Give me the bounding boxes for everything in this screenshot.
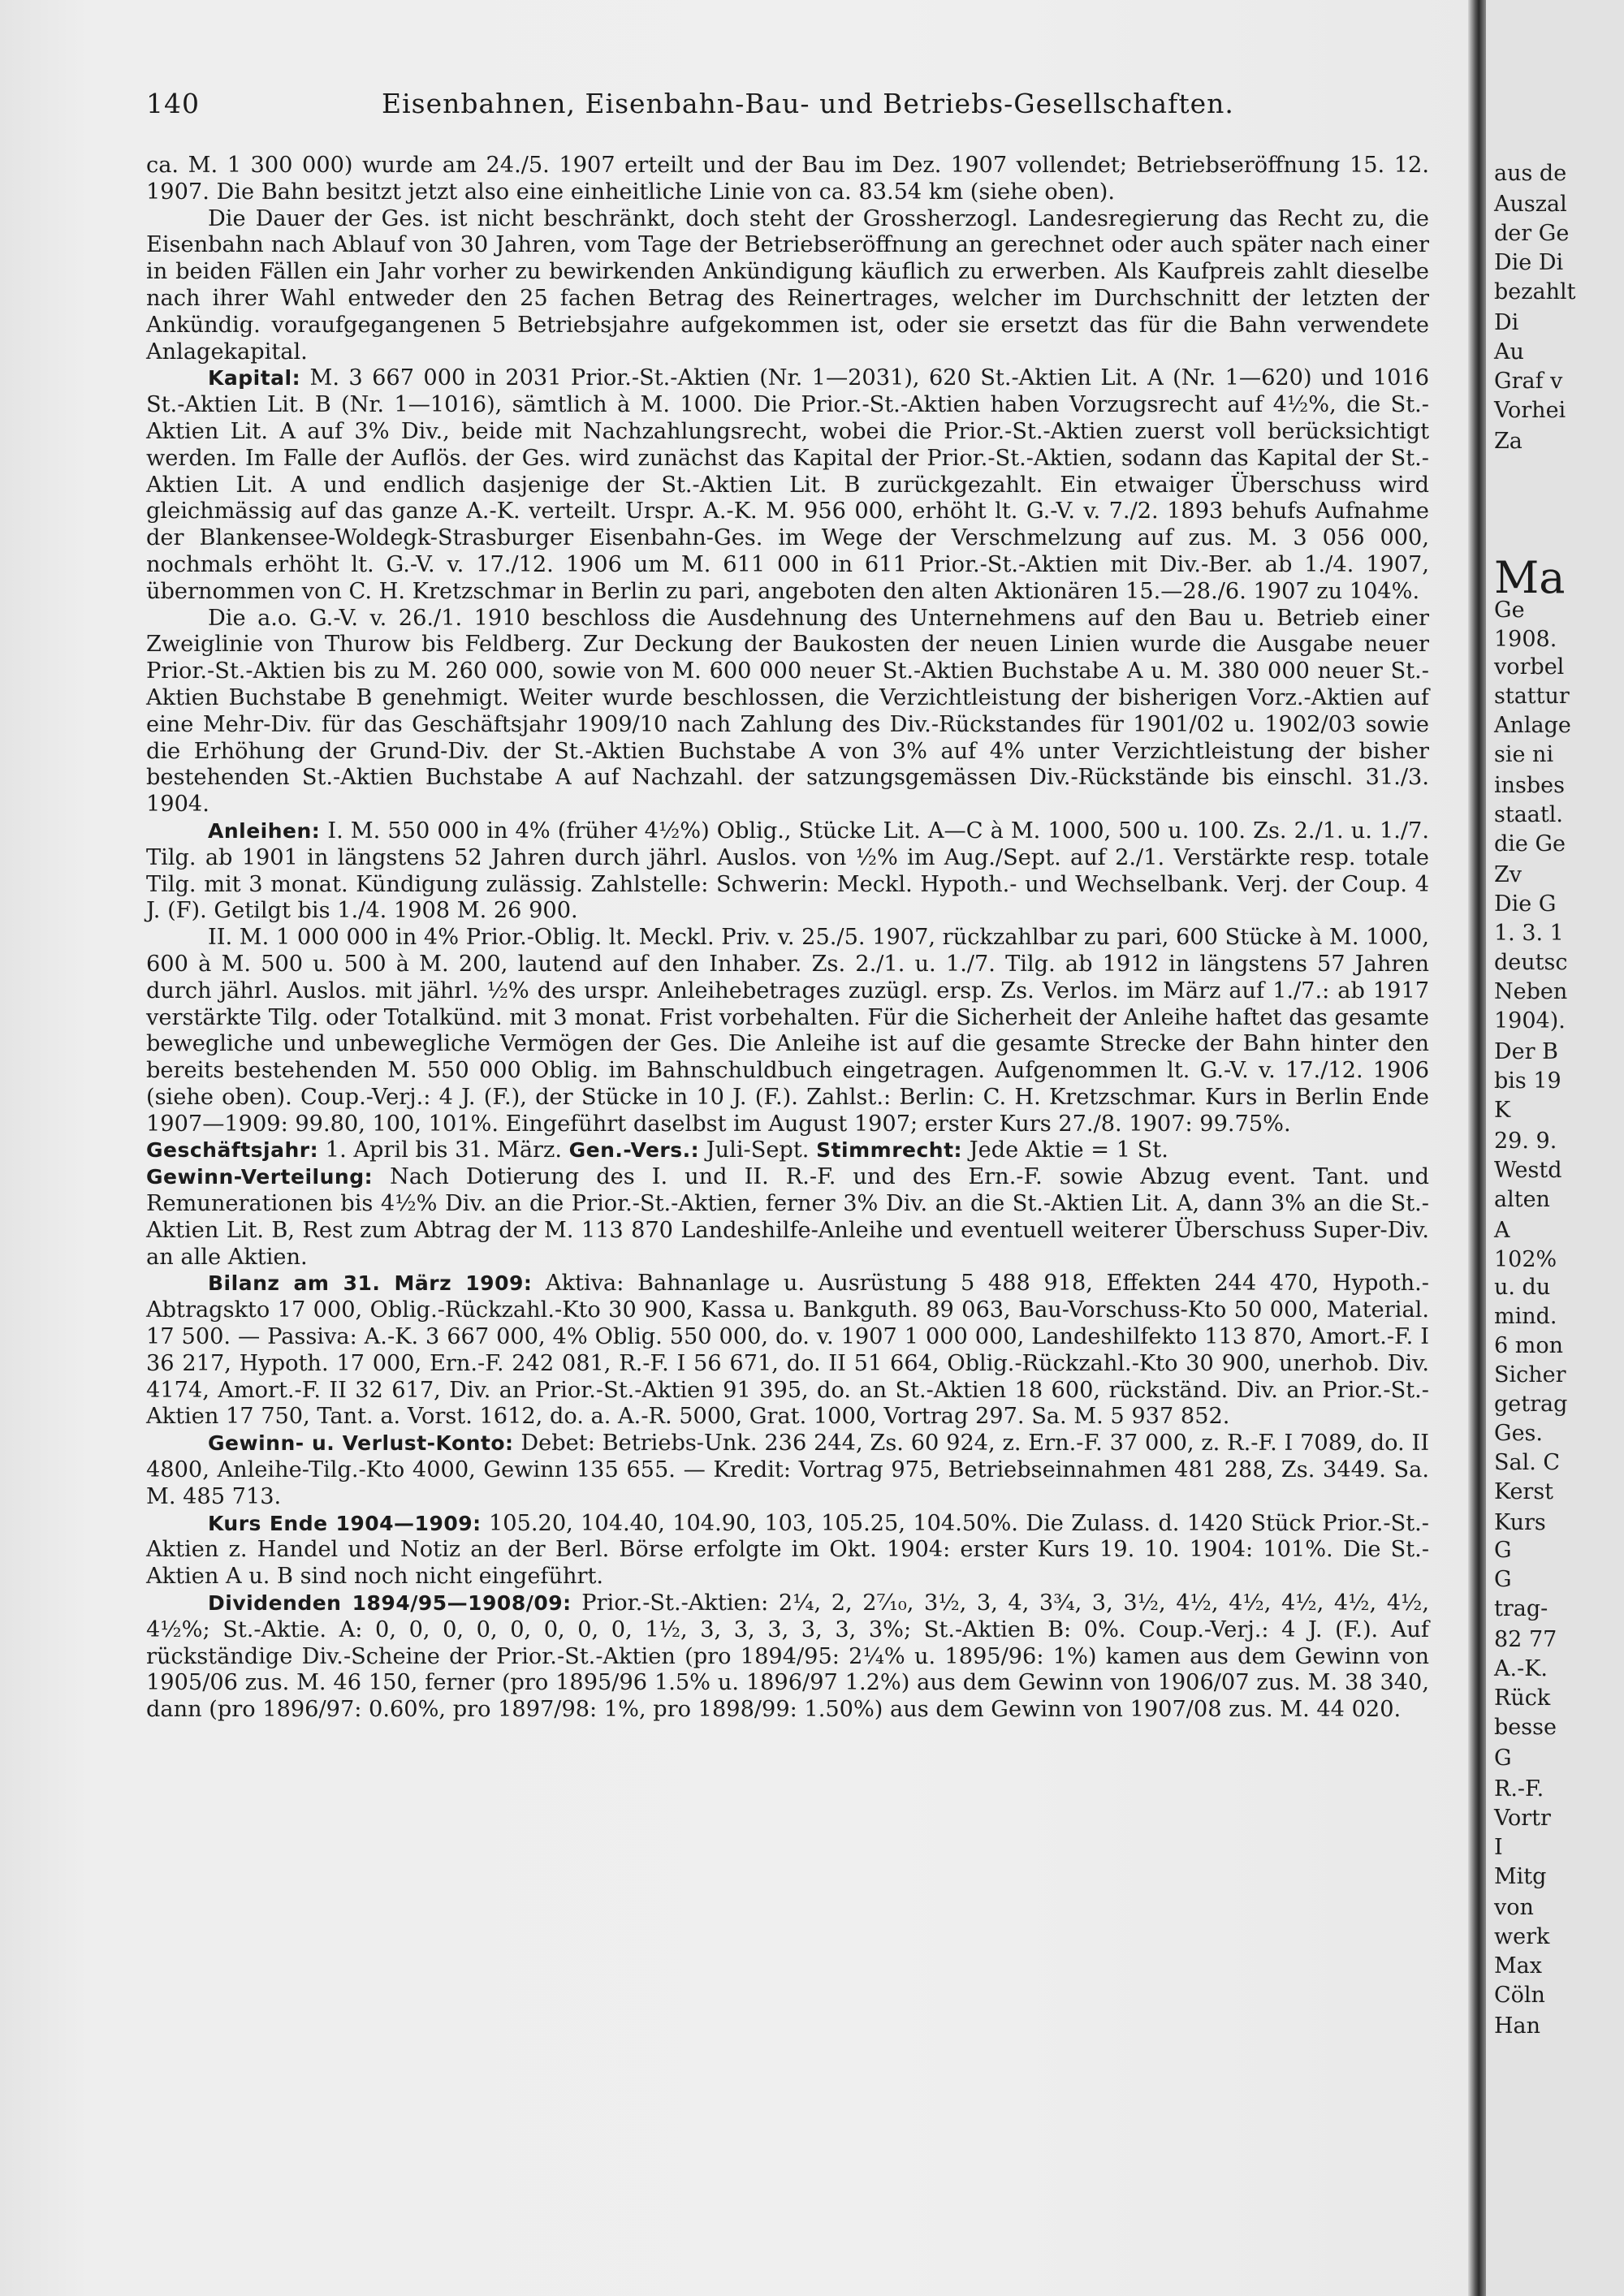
fragment-line: 29. 9. xyxy=(1494,1129,1557,1154)
fragment-line: die Ge xyxy=(1494,831,1566,857)
fragment-line: bezahlt xyxy=(1494,279,1576,304)
paragraph xyxy=(146,365,1429,605)
fragment-line: Ge xyxy=(1494,598,1525,623)
fragment-line: insbes xyxy=(1494,773,1565,798)
fragment-line: Auszal xyxy=(1494,192,1567,217)
fragment-line: trag- xyxy=(1494,1596,1548,1621)
paragraph xyxy=(146,606,1429,818)
section-heading: Gewinn- u. Verlust-Konto: xyxy=(208,1431,514,1456)
fragment-line: A xyxy=(1494,1218,1510,1243)
fragment-line: vorbel xyxy=(1494,654,1565,680)
fragment-line: deutsc xyxy=(1494,950,1568,975)
fragment-line: Sal. C xyxy=(1494,1450,1561,1475)
paragraph xyxy=(146,1137,1429,1164)
running-title: Eisenbahnen, Eisenbahn-Bau- und Betriebs-Gesellschaften. xyxy=(382,88,1234,119)
fragment-line: Vortr xyxy=(1494,1806,1551,1831)
fragment-line: Sicher xyxy=(1494,1362,1566,1388)
fragment-line: Cöln xyxy=(1494,1983,1545,2008)
fragment-line: mind. xyxy=(1494,1304,1557,1329)
fragment-line: 1904). xyxy=(1494,1008,1566,1034)
section-heading: Kapital: xyxy=(208,366,301,391)
paragraph-text: Die a.o. G.-V. v. 26./1. 1910 beschloss die Ausdehnung des Unternehmens auf den Bau u. Betrieb einer Zweiglinie von Thurow bis Feldberg. Zur Deckung der Baukosten der neuen Linien wurde die Ausgabe neuer Prior.-St.-Aktien bis zu M. 260 000, sowie von M. 600 000 neuer St.-Aktien Buchstabe A u. M. 380 000 neuer St.-Aktien Buchstabe B genehmigt. Weiter wurde beschlossen, die Verzichtleistung der bisherigen Vorz.-Aktien auf eine Mehr-Div. für das Geschäftsjahr 1909/10 nach Zahlung des Div.-Rückstandes für 1901/02 u. 1902/03 sowie die Erhöhung der Grund-Div. der St.-Aktien Buchstabe A von 3% auf 4% unter Verzichtleistung der bisher bestehenden St.-Aktien Buchstabe A auf Nachzahl. der satzungsgemässen Div.-Rückstände bis einschl. 31./3. 1904. xyxy=(146,605,1429,818)
fragment-line: von xyxy=(1494,1895,1534,1920)
fragment-line: G xyxy=(1494,1746,1512,1771)
fragment-line: aus de xyxy=(1494,161,1567,186)
paragraph xyxy=(146,1271,1429,1431)
paragraph-text: 105.20, 104.40, 104.90, 103, 105.25, 104.50%. Die Zulass. d. 1420 Stück Prior.-St.-Aktien z. Handel und Notiz an der Berl. Börse erfolgte im Okt. 1904: erster Kurs 19. 10. 1904: 101%. Die St.-Aktien A u. B sind noch nicht eingeführt. xyxy=(146,1510,1429,1590)
section-heading: Dividenden 1894/95—1908/09: xyxy=(208,1591,572,1616)
fragment-line: stattur xyxy=(1494,684,1570,709)
fragment-line: Neben xyxy=(1494,979,1568,1004)
adjacent-page-fragment xyxy=(1486,0,1624,2296)
fragment-line: Zv xyxy=(1494,862,1522,887)
fragment-line: der Ge xyxy=(1494,221,1570,246)
paragraph xyxy=(146,1164,1429,1271)
paragraph-text: ca. M. 1 300 000) wurde am 24./5. 1907 erteilt und der Bau im Dez. 1907 vollendet; Betriebseröffnung 15. 12. 1907. Die Bahn besitzt jetzt also eine einheitliche Linie von ca. 83.54 km (siehe oben). xyxy=(146,153,1429,205)
paragraph-text: Debet: Betriebs-Unk. 236 244, Zs. 60 924, z. Ern.-F. 37 000, z. R.-F. I 7089, do. II 4800, Anleihe-Tilg.-Kto 4000, Gewinn 135 655. — Kredit: Vortrag 975, Betriebseinnahmen 481 288, Zs. 3449. Sa. M. 485 713. xyxy=(146,1431,1429,1509)
page-header xyxy=(146,88,1429,123)
fragment-line: Der B xyxy=(1494,1039,1558,1064)
paragraph-text: Nach Dotierung des I. und II. R.-F. und des Ern.-F. sowie Abzug event. Tant. und Remunerationen bis 4½% Div. an die Prior.-St.-Aktien, ferner 3% Div. an die St.-Aktien Lit. A, dann 3% an die St.-Aktien Lit. B, Rest zum Abtrag der M. 113 870 Landeshilfe-Anleihe und eventuell weiterer Überschuss Super-Div. an alle Aktien. xyxy=(146,1164,1429,1270)
fragment-line: G xyxy=(1494,1567,1512,1592)
fragment-line: Kurs xyxy=(1494,1510,1546,1535)
fragment-line: Westd xyxy=(1494,1158,1562,1183)
section-heading: Gewinn-Verteilung: xyxy=(146,1165,374,1189)
fragment-line: R.-F. xyxy=(1494,1776,1544,1802)
fragment-line: sie ni xyxy=(1494,742,1554,767)
fragment-line: Kerst xyxy=(1494,1479,1554,1504)
paragraph-text: I. M. 550 000 in 4% (früher 4½%) Oblig., Stücke Lit. A—C à M. 1000, 500 u. 100. Zs. 2./1. u. 1./7. Tilg. ab 1901 in längstens 52 Jahren durch jährl. Auslos. von ½% im Aug./Sept. auf 2./1. Verstärkte resp. totale Tilg. mit 3 monat. Kündigung zulässig. Zahlstelle: Schwerin: Meckl. Hypoth.- und Wechselbank. Verj. der Coup. 4 J. (F). Getilgt bis 1./4. 1908 M. 26 900. xyxy=(146,818,1429,924)
fragment-line: Ma xyxy=(1494,552,1566,603)
fragment-line: 82 77 xyxy=(1494,1627,1557,1652)
fragment-line: Vorhei xyxy=(1494,398,1566,423)
fragment-line: Di xyxy=(1494,310,1519,335)
section-heading: Stimmrecht: xyxy=(816,1138,963,1163)
paragraph xyxy=(146,925,1429,1137)
paragraph-text: M. 3 667 000 in 2031 Prior.-St.-Aktien (Nr. 1—2031), 620 St.-Aktien Lit. A (Nr. 1—620) und 1016 St.-Aktien Lit. B (Nr. 1—1016), sämtlich à M. 1000. Die Prior.-St.-Aktien haben Vorzugsrecht auf 4½%, die St.-Aktien Lit. A auf 3% Div., beide mit Nachzahlungsrecht, wobei die Prior.-St.-Aktien zuerst voll berücksichtigt werden. Im Falle der Auflös. der Ges. wird zunächst das Kapital der Prior.-St.-Aktien, sodann das Kapital der St.-Aktien Lit. A und endlich dasjenige der St.-Aktien Lit. B zurückgezahlt. Ein etwaiger Überschuss wird gleichmässig auf das ganze A.-K. verteilt. Urspr. A.-K. M. 956 000, erhöht lt. G.-V. v. 7./2. 1893 behufs Aufnahme der Blankensee-Woldegk-Strasburger Eisenbahn-Ges. im Wege der Verschmelzung auf zus. M. 3 056 000, nochmals erhöht lt. G.-V. v. 17./12. 1906 um M. 611 000 in 611 Prior.-St.-Aktien mit Div.-Ber. ab 1./4. 1907, übernommen von C. H. Kretzschmar in Berlin zu pari, angeboten den alten Aktionären 15.—28./6. 1907 zu 104%. xyxy=(146,365,1429,604)
section-heading: Kurs Ende 1904—1909: xyxy=(208,1511,482,1535)
paragraph xyxy=(146,206,1429,366)
fragment-line: G xyxy=(1494,1538,1512,1563)
fragment-line: Han xyxy=(1494,2013,1541,2039)
fragment-line: Max xyxy=(1494,1953,1542,1979)
fragment-line: staatl. xyxy=(1494,802,1563,827)
fragment-line: K xyxy=(1494,1098,1511,1123)
paragraph-text: II. M. 1 000 000 in 4% Prior.-Oblig. lt. Meckl. Priv. v. 25./5. 1907, rückzahlbar zu pari, 600 Stücke à M. 1000, 600 à M. 500 u. 500 à M. 200, lautend auf den Inhaber. Zs. 2./1. u. 1./7. Tilg. ab 1912 in längstens 57 Jahren durch jährl. Auslos. mit jährl. ½% des urspr. Anleihebetrages zuzügl. ersp. Zs. Verlos. im März auf 1./7.: ab 1917 verstärkte Tilg. oder Totalkünd. mit 3 monat. Frist vorbehalten. Für die Sicherheit der Anleihe haftet das gesamte bewegliche und unbewegliche Vermögen der Ges. Die Anleihe ist auf die gesamte Strecke der Bahn hinter den bereits bestehenden M. 550 000 Oblig. im Bahnschuldbuch eingetragen. Aufgenommen lt. G.-V. v. 17./12. 1906 (siehe oben). Coup.-Verj.: 4 J. (F.), der Stücke in 10 J. (F.). Zahlst.: Berlin: C. H. Kretzschmar. Kurs in Berlin Ende 1907—1909: 99.80, 100, 101%. Eingeführt daselbst im August 1907; erster Kurs 27./8. 1907: 99.75%. xyxy=(146,925,1429,1137)
fragment-line: alten xyxy=(1494,1187,1550,1212)
section-heading: Gen.-Vers.: xyxy=(568,1138,700,1163)
page-number: 140 xyxy=(146,88,200,119)
fragment-line: bis 19 xyxy=(1494,1068,1561,1094)
section-heading: Geschäftsjahr: xyxy=(146,1138,319,1163)
paragraph-text: Jede Aktie = 1 St. xyxy=(962,1137,1168,1163)
paragraph xyxy=(146,1511,1429,1590)
paragraph xyxy=(146,1431,1429,1510)
fragment-line: 102% xyxy=(1494,1247,1557,1272)
fragment-line: Rück xyxy=(1494,1685,1551,1711)
section-heading: Anleihen: xyxy=(208,818,321,843)
fragment-line: u. du xyxy=(1494,1275,1551,1300)
fragment-line: Mitg xyxy=(1494,1864,1547,1889)
fragment-line: Die G xyxy=(1494,891,1557,917)
paragraph-text: Die Dauer der Ges. ist nicht beschränkt, doch steht der Grossherzogl. Landesregierung das Recht zu, die Eisenbahn nach Ablauf von 30 Jahren, vom Tage der Betriebseröffnung an gerechnet oder auch später nach einer in beiden Fällen ein Jahr vorher zu bewirkenden Ankündigung käuflich zu erwerben. Als Kaufpreis zahlt dieselbe nach ihrer Wahl entweder den 25 fachen Betrag des Reinertrages, welcher im Durchschnitt der letzten der Ankündig. voraufgegangenen 5 Betriebsjahre aufgekommen ist, oder sie ersetzt das für die Bahn verwendete Anlagekapital. xyxy=(146,205,1429,365)
paragraph-text: Aktiva: Bahnanlage u. Ausrüstung 5 488 918, Effekten 244 470, Hypoth.-Abtragskto 17 000, Oblig.-Rückzahl.-Kto 30 900, Kassa u. Bankguth. 89 063, Bau-Vorschuss-Kto 50 000, Material. 17 500. — Passiva: A.-K. 3 667 000, 4% Oblig. 550 000, do. v. 1907 1 000 000, Landeshilfekto 113 870, Amort.-F. I 36 217, Hypoth. 17 000, Ern.-F. 242 081, R.-F. I 56 671, do. II 51 664, Oblig.-Rückzahl.-Kto 30 900, unerhob. Div. 4174, Amort.-F. II 32 617, Div. an Prior.-St.-Aktien 91 395, do. an St.-Aktien 18 600, rückständ. Div. an Prior.-St.-Aktien 17 750, Tant. a. Vorst. 1612, do. a. A.-R. 5000, Grat. 1000, Vortrag 297. Sa. M. 5 937 852. xyxy=(146,1271,1429,1430)
fragment-line: I xyxy=(1494,1835,1503,1860)
fragment-line: getrag xyxy=(1494,1392,1568,1417)
fragment-line: 6 mon xyxy=(1494,1333,1564,1358)
paragraph-text: Juli-Sept. xyxy=(699,1137,817,1163)
book-gutter xyxy=(1468,0,1486,2296)
fragment-line: Za xyxy=(1494,429,1522,454)
fragment-line: Ges. xyxy=(1494,1421,1543,1446)
fragment-line: Die Di xyxy=(1494,250,1564,275)
fragment-line: 1. 3. 1 xyxy=(1494,921,1564,946)
fragment-line: werk xyxy=(1494,1924,1550,1949)
fragment-line: 1908. xyxy=(1494,627,1557,652)
article-body xyxy=(146,153,1429,1724)
paragraph xyxy=(146,818,1429,925)
section-heading: Bilanz am 31. März 1909: xyxy=(208,1271,533,1296)
paragraph-text: Prior.-St.-Aktien: 2¼, 2, 2⁷⁄₁₀, 3½, 3, 4, 3¾, 3, 3½, 4½, 4½, 4½, 4½, 4½, 4½%; St.-Aktie. A: 0, 0, 0, 0, 0, 0, 0, 0, 1½, 3, 3, 3, 3, 3, 3%; St.-Aktien B: 0%. Coup.-Verj.: 4 J. (F.). Auf rückständige Div.-Scheine der Prior.-St.-Aktien (pro 1894/95: 2¼% u. 1895/96: 1%) kamen aus dem Gewinn von 1905/06 zus. M. 46 150, ferner (pro 1895/96 1.5% u. 1896/97 1.2%) aus dem Gewinn von 1906/07 zus. M. 38 340, dann (pro 1896/97: 0.60%, pro 1897/98: 1%, pro 1898/99: 1.50%) aus dem Gewinn von 1907/08 zus. M. 44 020. xyxy=(146,1590,1429,1723)
paragraph xyxy=(146,1590,1429,1724)
fragment-line: Anlage xyxy=(1494,713,1571,738)
fragment-line: Graf v xyxy=(1494,369,1563,394)
fragment-line: besse xyxy=(1494,1715,1557,1740)
paragraph xyxy=(146,153,1429,206)
fragment-line: Au xyxy=(1494,339,1524,365)
paragraph-text: 1. April bis 31. März. xyxy=(318,1137,569,1163)
fragment-line: A.-K. xyxy=(1494,1656,1548,1681)
